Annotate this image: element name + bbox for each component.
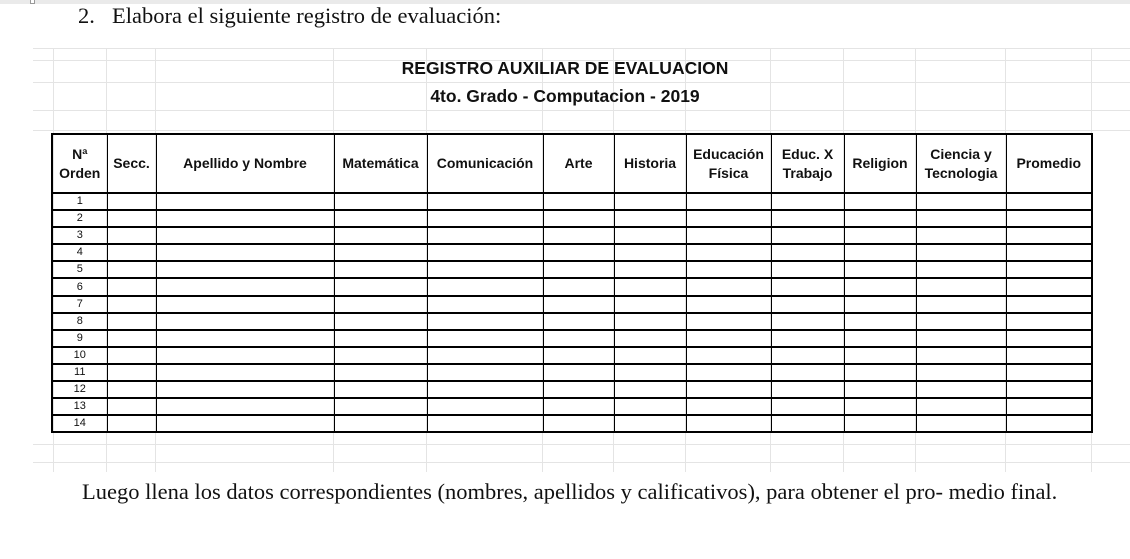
empty-cell[interactable] xyxy=(427,296,543,313)
column-header-label: Religion xyxy=(852,155,908,171)
header-row xyxy=(52,134,1092,193)
table-row xyxy=(52,278,1092,295)
empty-cell[interactable] xyxy=(614,278,686,295)
empty-cell[interactable] xyxy=(107,364,156,381)
empty-cell[interactable] xyxy=(771,278,844,295)
row-number-cell: 2 xyxy=(52,210,107,227)
column-header-label-line2: Tecnologia xyxy=(924,164,998,181)
empty-cell[interactable] xyxy=(543,381,614,398)
empty-cell[interactable] xyxy=(1006,278,1092,295)
column-header-promedio xyxy=(1006,134,1092,193)
empty-cell[interactable] xyxy=(1006,398,1092,415)
empty-cell[interactable] xyxy=(844,330,916,347)
empty-cell[interactable] xyxy=(543,330,614,347)
empty-cell[interactable] xyxy=(427,330,543,347)
empty-cell[interactable] xyxy=(334,381,427,398)
empty-cell[interactable] xyxy=(156,415,334,432)
empty-cell[interactable] xyxy=(334,330,427,347)
empty-cell[interactable] xyxy=(844,347,916,364)
empty-cell[interactable] xyxy=(1006,261,1092,278)
row-number-cell: 10 xyxy=(52,347,107,364)
empty-cell[interactable] xyxy=(614,381,686,398)
empty-cell[interactable] xyxy=(334,347,427,364)
exercise-number: 2. xyxy=(78,3,95,28)
empty-cell[interactable] xyxy=(614,330,686,347)
empty-cell[interactable] xyxy=(614,398,686,415)
empty-cell[interactable] xyxy=(614,313,686,330)
table-row xyxy=(52,415,1092,432)
empty-cell[interactable] xyxy=(334,415,427,432)
empty-cell[interactable] xyxy=(543,398,614,415)
row-number-cell: 13 xyxy=(52,398,107,415)
empty-cell[interactable] xyxy=(156,381,334,398)
table-row xyxy=(52,364,1092,381)
row-number-cell: 5 xyxy=(52,261,107,278)
empty-cell[interactable] xyxy=(614,296,686,313)
register-subtitle: 4to. Grado - Computacion - 2019 xyxy=(430,86,700,106)
empty-cell[interactable] xyxy=(107,210,156,227)
table-row xyxy=(52,398,1092,415)
empty-cell[interactable] xyxy=(156,313,334,330)
empty-cell[interactable] xyxy=(686,244,771,261)
empty-cell[interactable] xyxy=(156,364,334,381)
empty-cell[interactable] xyxy=(916,278,1006,295)
empty-cell[interactable] xyxy=(427,244,543,261)
empty-cell[interactable] xyxy=(107,193,156,210)
exercise-instruction: Elabora el siguiente registro de evaluación: xyxy=(112,3,502,28)
empty-cell[interactable] xyxy=(334,398,427,415)
empty-cell[interactable] xyxy=(686,364,771,381)
column-header-label: Educ. X xyxy=(781,145,834,162)
empty-cell[interactable] xyxy=(916,398,1006,415)
empty-cell[interactable] xyxy=(1006,193,1092,210)
empty-cell[interactable] xyxy=(156,347,334,364)
empty-cell[interactable] xyxy=(771,398,844,415)
register-title: REGISTRO AUXILIAR DE EVALUACION xyxy=(401,58,729,78)
empty-cell[interactable] xyxy=(844,364,916,381)
empty-cell[interactable] xyxy=(916,193,1006,210)
empty-cell[interactable] xyxy=(543,244,614,261)
empty-cell[interactable] xyxy=(686,296,771,313)
empty-cell[interactable] xyxy=(543,415,614,432)
empty-cell[interactable] xyxy=(107,296,156,313)
column-header-label: Historia xyxy=(623,155,677,171)
empty-cell[interactable] xyxy=(334,261,427,278)
empty-cell[interactable] xyxy=(1006,296,1092,313)
empty-cell[interactable] xyxy=(916,364,1006,381)
empty-cell[interactable] xyxy=(107,347,156,364)
empty-cell[interactable] xyxy=(844,313,916,330)
empty-cell[interactable] xyxy=(686,381,771,398)
table-row xyxy=(52,261,1092,278)
empty-cell[interactable] xyxy=(543,313,614,330)
exercise-heading xyxy=(78,1,501,31)
column-header-label-line2: Orden xyxy=(59,164,101,181)
empty-cell[interactable] xyxy=(614,210,686,227)
column-header-apellido xyxy=(156,134,334,193)
empty-cell[interactable] xyxy=(543,227,614,244)
empty-cell[interactable] xyxy=(916,227,1006,244)
empty-cell[interactable] xyxy=(543,296,614,313)
empty-cell[interactable] xyxy=(427,364,543,381)
column-header-label: Matemática xyxy=(342,155,419,171)
empty-cell[interactable] xyxy=(771,347,844,364)
row-number-cell: 9 xyxy=(52,330,107,347)
column-header-label: Nª xyxy=(72,145,88,162)
empty-cell[interactable] xyxy=(771,381,844,398)
empty-cell[interactable] xyxy=(156,193,334,210)
row-number-cell: 6 xyxy=(52,278,107,295)
table-row xyxy=(52,347,1092,364)
empty-cell[interactable] xyxy=(543,278,614,295)
empty-cell[interactable] xyxy=(771,244,844,261)
empty-cell[interactable] xyxy=(334,278,427,295)
empty-cell[interactable] xyxy=(1006,227,1092,244)
empty-cell[interactable] xyxy=(614,261,686,278)
empty-cell[interactable] xyxy=(156,278,334,295)
table-row xyxy=(52,330,1092,347)
empty-cell[interactable] xyxy=(427,313,543,330)
empty-cell[interactable] xyxy=(916,313,1006,330)
empty-cell[interactable] xyxy=(1006,347,1092,364)
empty-cell[interactable] xyxy=(543,193,614,210)
empty-cell[interactable] xyxy=(427,347,543,364)
row-number-cell: 3 xyxy=(52,227,107,244)
empty-cell[interactable] xyxy=(771,364,844,381)
empty-cell[interactable] xyxy=(614,415,686,432)
column-header-label: Apellido y Nombre xyxy=(183,155,307,171)
empty-cell[interactable] xyxy=(771,313,844,330)
table-row xyxy=(52,381,1092,398)
empty-cell[interactable] xyxy=(686,415,771,432)
empty-cell[interactable] xyxy=(107,227,156,244)
column-header-comunicacion xyxy=(427,134,543,193)
empty-cell[interactable] xyxy=(427,381,543,398)
column-header-historia xyxy=(614,134,686,193)
row-number-cell: 8 xyxy=(52,313,107,330)
table-row xyxy=(52,227,1092,244)
empty-cell[interactable] xyxy=(771,193,844,210)
empty-cell[interactable] xyxy=(427,261,543,278)
empty-cell[interactable] xyxy=(844,398,916,415)
empty-cell[interactable] xyxy=(614,364,686,381)
column-header-arte xyxy=(543,134,614,193)
empty-cell[interactable] xyxy=(156,398,334,415)
empty-cell[interactable] xyxy=(771,330,844,347)
empty-cell[interactable] xyxy=(107,330,156,347)
column-header-label: Comunicación xyxy=(436,155,534,171)
empty-cell[interactable] xyxy=(107,278,156,295)
column-header-secc xyxy=(107,134,156,193)
empty-cell[interactable] xyxy=(844,244,916,261)
empty-cell[interactable] xyxy=(686,398,771,415)
empty-cell[interactable] xyxy=(844,227,916,244)
table-row xyxy=(52,296,1092,313)
empty-cell[interactable] xyxy=(156,330,334,347)
empty-cell[interactable] xyxy=(686,330,771,347)
empty-cell[interactable] xyxy=(771,415,844,432)
column-header-orden xyxy=(52,134,107,193)
empty-cell[interactable] xyxy=(686,347,771,364)
empty-cell[interactable] xyxy=(844,296,916,313)
empty-cell[interactable] xyxy=(334,193,427,210)
empty-cell[interactable] xyxy=(686,210,771,227)
empty-cell[interactable] xyxy=(543,210,614,227)
empty-cell[interactable] xyxy=(156,227,334,244)
empty-cell[interactable] xyxy=(844,381,916,398)
empty-cell[interactable] xyxy=(916,244,1006,261)
empty-cell[interactable] xyxy=(686,227,771,244)
empty-cell[interactable] xyxy=(107,313,156,330)
row-number-cell: 14 xyxy=(52,415,107,432)
empty-cell[interactable] xyxy=(1006,313,1092,330)
row-number-cell: 1 xyxy=(52,193,107,210)
empty-cell[interactable] xyxy=(427,227,543,244)
empty-cell[interactable] xyxy=(334,244,427,261)
empty-cell[interactable] xyxy=(916,330,1006,347)
page-corner-mark xyxy=(30,0,35,4)
empty-cell[interactable] xyxy=(916,210,1006,227)
empty-cell[interactable] xyxy=(334,313,427,330)
column-header-matematica xyxy=(334,134,427,193)
column-header-label: Promedio xyxy=(1016,155,1082,171)
empty-cell[interactable] xyxy=(1006,330,1092,347)
column-header-edtrabajo xyxy=(771,134,844,193)
empty-cell[interactable] xyxy=(1006,210,1092,227)
empty-cell[interactable] xyxy=(334,296,427,313)
empty-cell[interactable] xyxy=(844,278,916,295)
empty-cell[interactable] xyxy=(916,347,1006,364)
column-header-label-line2: Trabajo xyxy=(782,164,833,181)
empty-cell[interactable] xyxy=(107,381,156,398)
table-row xyxy=(52,313,1092,330)
empty-cell[interactable] xyxy=(686,278,771,295)
empty-cell[interactable] xyxy=(156,296,334,313)
empty-cell[interactable] xyxy=(107,398,156,415)
empty-cell[interactable] xyxy=(1006,415,1092,432)
row-number-cell: 7 xyxy=(52,296,107,313)
empty-cell[interactable] xyxy=(686,261,771,278)
empty-cell[interactable] xyxy=(1006,381,1092,398)
empty-cell[interactable] xyxy=(334,364,427,381)
empty-cell[interactable] xyxy=(543,261,614,278)
column-header-label: Arte xyxy=(564,155,593,171)
empty-cell[interactable] xyxy=(427,210,543,227)
empty-cell[interactable] xyxy=(334,210,427,227)
empty-cell[interactable] xyxy=(844,210,916,227)
instruction-paragraph: Luego llena los datos correspondientes (nombres, apellidos y calificativos), para obtener el pro- medio final. xyxy=(82,479,1058,504)
column-header-label: Educación xyxy=(693,145,764,162)
empty-cell[interactable] xyxy=(771,296,844,313)
empty-cell[interactable] xyxy=(543,347,614,364)
empty-cell[interactable] xyxy=(771,210,844,227)
column-header-religion xyxy=(844,134,916,193)
column-header-label-line2: Física xyxy=(708,164,749,181)
empty-cell[interactable] xyxy=(107,244,156,261)
empty-cell[interactable] xyxy=(156,244,334,261)
row-number-cell: 11 xyxy=(52,364,107,381)
empty-cell[interactable] xyxy=(614,347,686,364)
empty-cell[interactable] xyxy=(107,415,156,432)
empty-cell[interactable] xyxy=(427,278,543,295)
row-number-cell: 12 xyxy=(52,381,107,398)
empty-cell[interactable] xyxy=(844,261,916,278)
column-header-ciencia xyxy=(916,134,1006,193)
row-number-cell: 4 xyxy=(52,244,107,261)
table-row xyxy=(52,244,1092,261)
empty-cell[interactable] xyxy=(543,364,614,381)
empty-cell[interactable] xyxy=(156,261,334,278)
empty-cell[interactable] xyxy=(771,261,844,278)
empty-cell[interactable] xyxy=(686,313,771,330)
empty-cell[interactable] xyxy=(1006,364,1092,381)
evaluation-register-table xyxy=(51,133,1093,433)
column-header-label: Ciencia y xyxy=(930,145,992,162)
empty-cell[interactable] xyxy=(844,415,916,432)
column-header-edfisica xyxy=(686,134,771,193)
empty-cell[interactable] xyxy=(614,193,686,210)
empty-cell[interactable] xyxy=(614,244,686,261)
column-header-label: Secc. xyxy=(113,155,150,171)
empty-cell[interactable] xyxy=(844,193,916,210)
table-row xyxy=(52,193,1092,210)
empty-cell[interactable] xyxy=(107,261,156,278)
empty-cell[interactable] xyxy=(427,193,543,210)
empty-cell[interactable] xyxy=(1006,244,1092,261)
empty-cell[interactable] xyxy=(156,210,334,227)
empty-cell[interactable] xyxy=(916,381,1006,398)
empty-cell[interactable] xyxy=(916,296,1006,313)
empty-cell[interactable] xyxy=(427,398,543,415)
empty-cell[interactable] xyxy=(771,227,844,244)
empty-cell[interactable] xyxy=(916,261,1006,278)
empty-cell[interactable] xyxy=(614,227,686,244)
empty-cell[interactable] xyxy=(427,415,543,432)
empty-cell[interactable] xyxy=(686,193,771,210)
empty-cell[interactable] xyxy=(916,415,1006,432)
empty-cell[interactable] xyxy=(334,227,427,244)
table-row xyxy=(52,210,1092,227)
